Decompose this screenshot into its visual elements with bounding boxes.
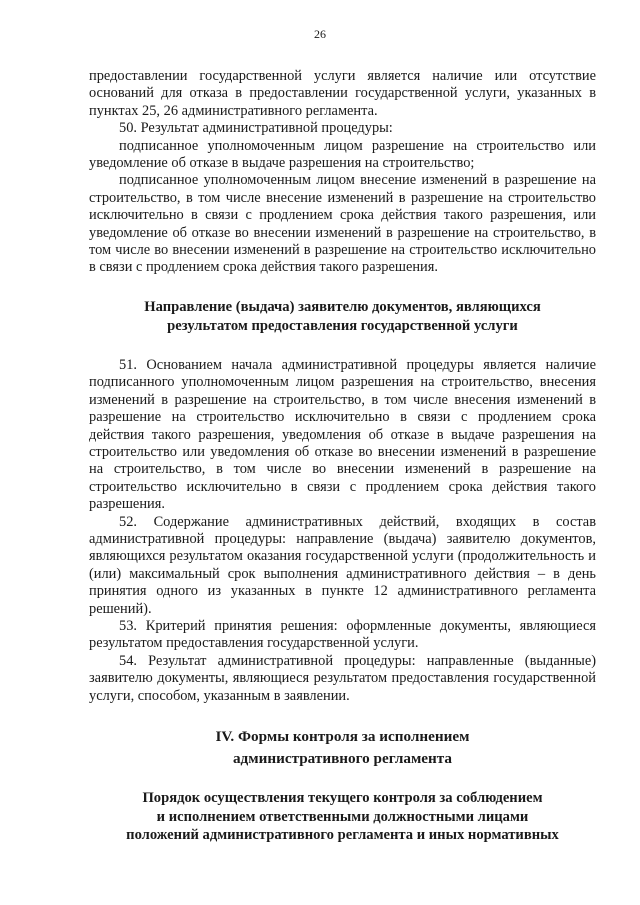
paragraph-continuation: предоставлении государственной услуги является наличие или отсутствие оснований для отказа в предоставлении государственной услуги, указанных в пунктах 25, 26 административного регламента.: [89, 68, 596, 119]
heading-section-iv: [89, 726, 596, 770]
heading-section-iv-line-2: административного регламента: [232, 750, 453, 767]
heading-control-order-line-2: и исполнением ответственными должностными лицами: [156, 808, 529, 825]
heading-control-order: [89, 789, 596, 845]
heading-section-iv-line-1: IV. Формы контроля за исполнением: [215, 728, 470, 745]
heading-control-order-line-1: Порядок осуществления текущего контроля за соблюдением: [142, 790, 543, 806]
heading-control-order-line-3: положений административного регламента и иных нормативных: [126, 827, 559, 843]
paragraph-50-permit: подписанное уполномоченным лицом разрешение на строительство или уведомление об отказе в выдаче разрешения на строительство;: [89, 137, 596, 172]
document-body: [89, 68, 596, 845]
paragraph-50-amendments: подписанное уполномоченным лицом внесение изменений в разрешение на строительство, в том числе внесение изменений в разрешение на строительство исключительно в связи с продлением срока действия такого разрешения, или уведомление об отказе во внесении изменений в разрешение на строительство, в том числе во внесении изменений в разрешение на строительство исключительно в связи с продлением срока действия такого разрешения.: [89, 172, 596, 276]
page-number: 26: [314, 27, 326, 41]
heading-document-delivery: [89, 298, 596, 336]
paragraph-53: 53. Критерий принятия решения: оформленные документы, являющиеся результатом предоставления государственной услуги.: [89, 617, 596, 652]
paragraph-52: 52. Содержание административных действий, входящих в состав административной процедуры: направление (выдача) заявителю документов, являющихся результатом оказания государственной услуги (продолжительность и (или) максимальный срок выполнения административного действия – в день принятия одного из указанных в пункте 12 административного регламента решений).: [89, 513, 596, 617]
paragraph-51: 51. Основанием начала административной процедуры является наличие подписанного уполномоченным лицом разрешения на строительство, внесения изменений в разрешение на строительство, в том числе внесения изменений в разрешение на строительство исключительно в связи с продлением срока действия такого разрешения, уведомления об отказе в выдаче разрешения на строительство или уведомления об отказе во внесении изменений в разрешение на строительство, в том числе во внесении изменений в разрешение на строительство исключительно в связи с продлением срока действия такого разрешения.: [89, 356, 596, 513]
paragraph-50: 50. Результат административной процедуры:: [119, 120, 393, 137]
paragraph-54: 54. Результат административной процедуры: направленные (выданные) заявителю документы, являющиеся результатом предоставления государственной услуги, способом, указанным в заявлении.: [89, 652, 596, 704]
heading-document-delivery-line-2: результатом предоставления государственной услуги: [167, 317, 518, 334]
heading-document-delivery-line-1: Направление (выдача) заявителю документов, являющихся: [144, 298, 541, 315]
